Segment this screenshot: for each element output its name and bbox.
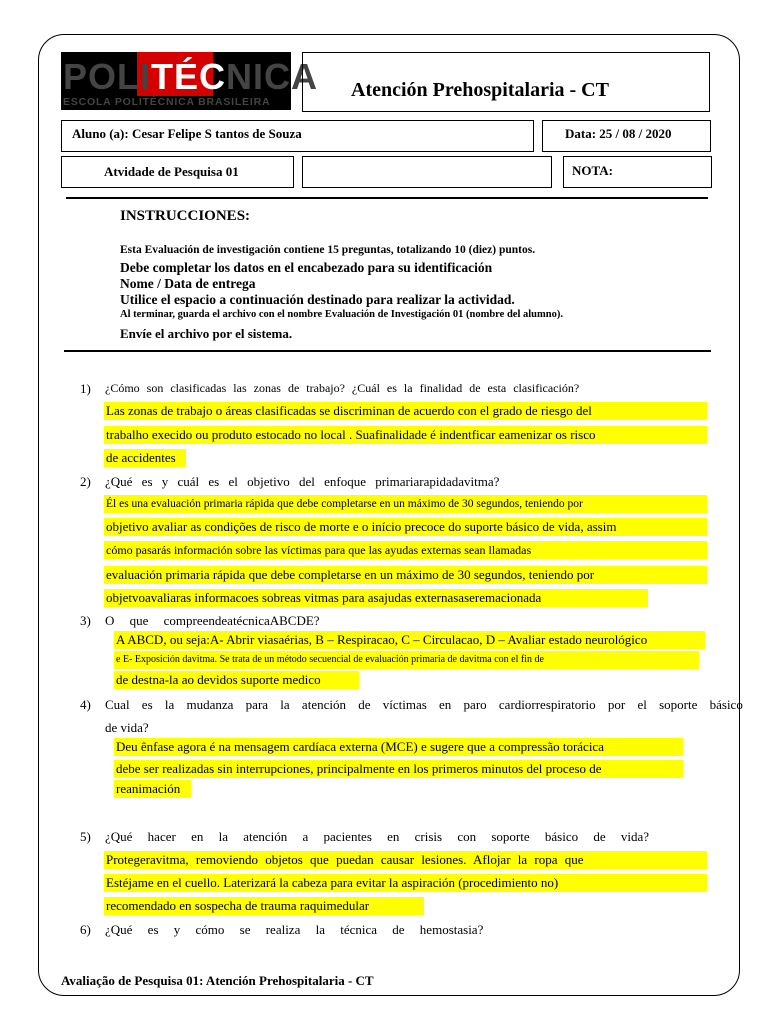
- answer-line: cómo pasarás información sobre las víctimas para que las ayudas externas sean llamadas: [104, 541, 707, 559]
- logo-wordmark: POLITÉCNICA: [63, 56, 319, 97]
- answer-line: de accidentes: [104, 449, 186, 467]
- question-number: 5): [80, 829, 91, 844]
- question-text: ¿Qué hacer en la atención a pacientes en crisis con soporte básico de vida?: [105, 829, 650, 844]
- logo-subtitle: ESCOLA POLITÉCNICA BRASILEIRA: [63, 96, 271, 108]
- answer-line: evaluación primaria rápida que debe completarse en un máximo de 30 segundos, teniendo por: [104, 566, 707, 584]
- question-number: 2): [80, 474, 91, 489]
- answer-line: e E- Exposición davitma. Se trata de un método secuencial de evaluación primaria de davitma con el fin de: [114, 651, 699, 669]
- answer-line: A ABCD, ou seja:A- Abrir viasaérias, B – Respiracao, C – Circulacao, D – Avaliar estado neurológico: [114, 631, 705, 649]
- grade-label: NOTA:: [572, 163, 613, 178]
- student-box: [61, 120, 534, 152]
- question-text: O que compreendeatécnicaABCDE?: [105, 613, 320, 628]
- answer-line: trabalho execido ou produto estocado no local . Suafinalidade é indentficar eamenizar os risco: [104, 426, 707, 444]
- politecnica-logo: [61, 52, 319, 110]
- blank-box: [302, 156, 552, 188]
- page-footer: Avaliação de Pesquisa 01: Atención Prehospitalaria - CT: [61, 973, 374, 988]
- date-box: [542, 120, 711, 152]
- grade-box: [563, 156, 712, 188]
- question-number: 1): [80, 381, 91, 396]
- question-number: 4): [80, 697, 91, 712]
- question-text: ¿Qué es y cómo se realiza la técnica de hemostasia?: [105, 922, 484, 937]
- instruction-line: Debe completar los datos en el encabezado para su identificación: [120, 260, 493, 275]
- question-text: ¿Cómo son clasificadas las zonas de trabajo? ¿Cuál es la finalidad de esta clasificación?: [105, 381, 580, 395]
- answer-line: reanimación: [114, 780, 191, 798]
- answer-line: Protegeravitma, removiendo objetos que puedan causar lesiones. Aflojar la ropa que: [104, 851, 707, 869]
- title-box: [302, 52, 710, 112]
- instruction-line: Nome / Data de entrega: [120, 276, 256, 291]
- question-number: 3): [80, 613, 91, 628]
- answer-line: debe ser realizadas sin interrupciones, principalmente en los primeros minutos del proceso de: [114, 760, 683, 778]
- question-text: Cual es la mudanza para la atención de víctimas en paro cardiorrespiratorio por el soporte básico: [105, 697, 743, 712]
- instruction-line: Utilice el espacio a continuación destinado para realizar la actividad.: [120, 292, 515, 307]
- question-text: ¿Qué es y cuál es el objetivo del enfoque primariarapidadavitma?: [105, 474, 500, 489]
- answer-line: Las zonas de trabajo o áreas clasificadas se discriminan de acuerdo con el grado de riesgo del: [104, 402, 707, 420]
- instructions-divider: [64, 350, 711, 352]
- question-text-continued: de vida?: [105, 720, 149, 735]
- instructions-heading: INSTRUCCIONES:: [120, 208, 251, 224]
- answer-line: recomendado en sospecha de trauma raquimedular: [104, 897, 424, 915]
- answer-line: Estéjame en el cuello. Laterizará la cabeza para evitar la aspiración (procedimiento no): [104, 874, 707, 892]
- instruction-line: Envíe el archivo por el sistema.: [120, 326, 293, 341]
- activity-label: Atvidade de Pesquisa 01: [104, 164, 239, 179]
- answer-line: objetvoavaliaras informacoes sobreas vitmas para asajudas externasaseremacionada: [104, 589, 648, 607]
- answer-line: objetivo avaliar as condições de risco de morte e o início precoce do suporte básico de vida, assim: [104, 518, 707, 536]
- page-title: Atención Prehospitalaria - CT: [351, 79, 609, 101]
- date-field: Data: 25 / 08 / 2020: [565, 126, 672, 141]
- activity-box: [61, 156, 294, 188]
- answer-line: de destna-la ao devidos suporte medico: [114, 671, 359, 689]
- instruction-line: Esta Evaluación de investigación contiene 15 preguntas, totalizando 10 (diez) puntos.: [120, 244, 536, 256]
- instruction-line: Al terminar, guarda el archivo con el nombre Evaluación de Investigación 01 (nombre del alumno).: [120, 309, 563, 320]
- answer-line: Él es una evaluación primaria rápida que debe completarse en un máximo de 30 segundos, teniendo por: [104, 495, 707, 513]
- student-name: Aluno (a): Cesar Felipe S tantos de Souza: [72, 126, 302, 141]
- header-divider: [66, 197, 708, 199]
- question-number: 6): [80, 922, 91, 937]
- answer-line: Deu ênfase agora é na mensagem cardíaca externa (MCE) e sugere que a compressão torácica: [114, 738, 683, 756]
